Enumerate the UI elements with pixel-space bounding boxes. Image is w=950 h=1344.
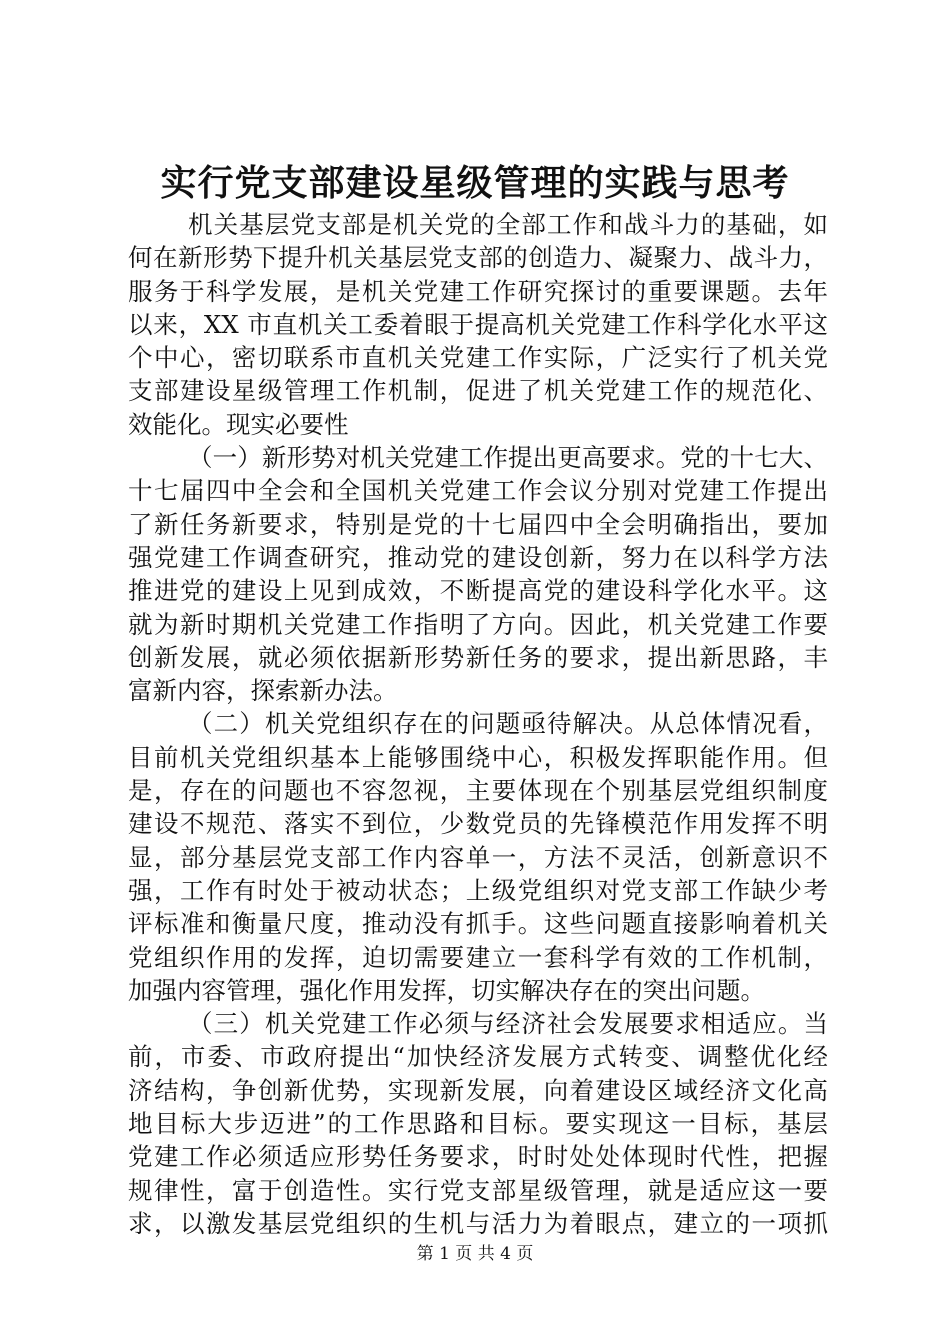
- text-line: 机关基层党支部是机关党的全部工作和战斗力的基础，如: [188, 210, 828, 239]
- text-line: 显，部分基层党支部工作内容单一，方法不灵活，创新意识不: [128, 842, 828, 872]
- page-number-footer: 第 1 页 共 4 页: [416, 1244, 534, 1264]
- text-line: （一）新形势对机关党建工作提出更高要求。党的十七大、: [188, 443, 828, 473]
- text-line: 了新任务新要求，特别是党的十七届四中全会明确指出，要加: [128, 509, 828, 539]
- text-line: 服务于科学发展，是机关党建工作研究探讨的重要课题。去年: [128, 276, 828, 306]
- document-body: [128, 208, 828, 1240]
- text-line: 强党建工作调查研究，推动党的建设创新，努力在以科学方法: [128, 542, 828, 572]
- text-line: 是，存在的问题也不容忽视，主要体现在个别基层党组织制度: [128, 776, 828, 806]
- text-line: 济结构，争创新优势，实现新发展，向着建设区域经济文化高: [128, 1075, 828, 1105]
- text-line: 以来，XX 市直机关工委着眼于提高机关党建工作科学化水平这: [128, 309, 828, 339]
- text-line: 建设不规范、落实不到位，少数党员的先锋模范作用发挥不明: [128, 809, 828, 839]
- text-line: 目前机关党组织基本上能够围绕中心，积极发挥职能作用。但: [128, 742, 828, 772]
- text-line: 加强内容管理，强化作用发挥，切实解决存在的突出问题。: [128, 975, 765, 1005]
- document-title: 实行党支部建设星级管理的实践与思考: [160, 162, 790, 204]
- text-line: 就为新时期机关党建工作指明了方向。因此，机关党建工作要: [128, 609, 828, 639]
- text-line: 个中心，密切联系市直机关党建工作实际，广泛实行了机关党: [128, 343, 828, 373]
- text-line: 效能化。现实必要性: [128, 409, 349, 439]
- text-line: 推进党的建设上见到成效，不断提高党的建设科学化水平。这: [128, 576, 828, 606]
- text-line: 强，工作有时处于被动状态；上级党组织对党支部工作缺少考: [128, 875, 828, 905]
- text-line: 评标准和衡量尺度，推动没有抓手。这些问题直接影响着机关: [128, 909, 828, 939]
- text-line: 创新发展，就必须依据新形势新任务的要求，提出新思路，丰: [128, 642, 828, 672]
- text-line: 规律性，富于创造性。实行党支部星级管理，就是适应这一要: [128, 1175, 828, 1205]
- text-line: 富新内容，探索新办法。: [128, 676, 398, 706]
- text-line: 求，以激发基层党组织的生机与活力为着眼点，建立的一项抓: [128, 1208, 828, 1238]
- text-line: （三）机关党建工作必须与经济社会发展要求相适应。当: [188, 1009, 828, 1039]
- text-line: 党建工作必须适应形势任务要求，时时处处体现时代性，把握: [128, 1142, 828, 1172]
- text-line: 何在新形势下提升机关基层党支部的创造力、凝聚力、战斗力，: [128, 243, 828, 273]
- text-line: 十七届四中全会和全国机关党建工作会议分别对党建工作提出: [128, 476, 828, 506]
- text-line: 支部建设星级管理工作机制，促进了机关党建工作的规范化、: [128, 376, 828, 406]
- text-line: 党组织作用的发挥，迫切需要建立一套科学有效的工作机制，: [128, 942, 828, 972]
- text-line: 地目标大步迈进”的工作思路和目标。要实现这一目标，基层: [128, 1109, 828, 1139]
- text-line: 前，市委、市政府提出“加快经济发展方式转变、调整优化经: [128, 1042, 828, 1072]
- text-line: （二）机关党组织存在的问题亟待解决。从总体情况看，: [188, 709, 828, 739]
